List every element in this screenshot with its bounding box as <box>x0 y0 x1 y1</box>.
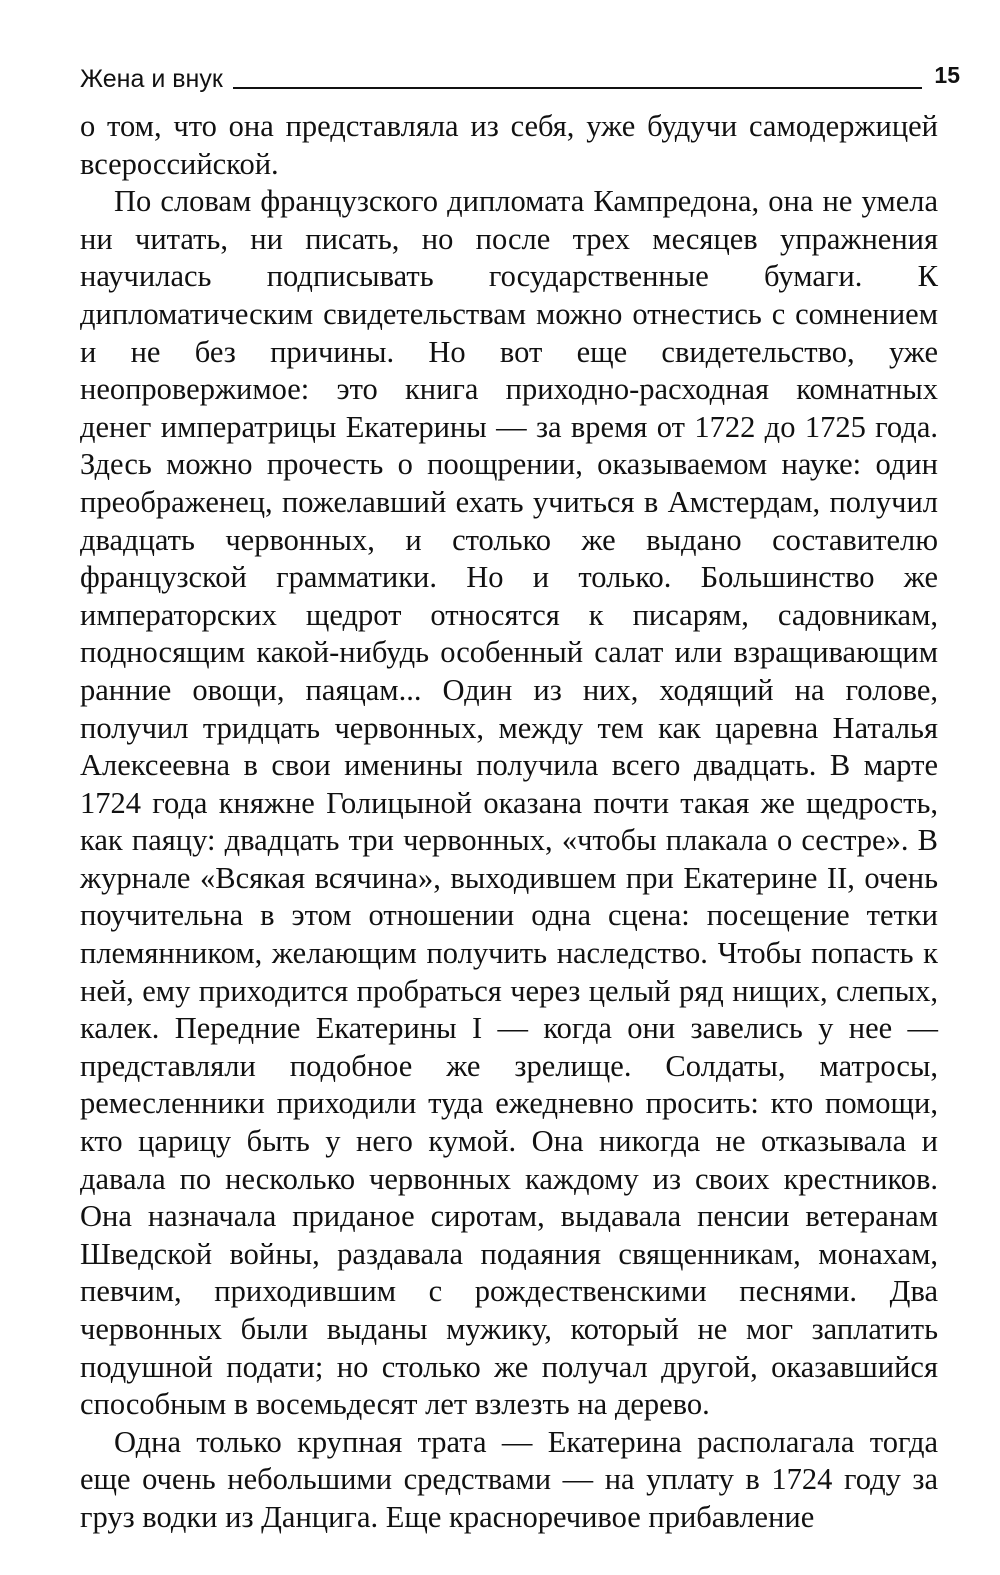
paragraph: По словам французского дипломата Кампредона, она не умела ни читать, ни писать, но после трех месяцев упражнения научилась подписывать государственные бумаги. К дипломатическим свидетельствам можно отнестись с сомнением и не без причины. Но вот еще свидетельство, уже неопровержимое: это книга приходно-расходная комнатных денег императрицы Екатерины — за время от 1722 до 1725 года. Здесь можно прочесть о поощрении, оказываемом науке: один преображенец, пожелавший ехать учиться в Амстердам, получил двадцать червонных, и столько же выдано составителю французской грамматики. Но и только. Большинство же императорских щедрот относятся к писарям, садовникам, подносящим какой-нибудь особенный салат или взращивающим ранние овощи, паяцам... Один из них, ходящий на голове, получил тридцать червонных, между тем как царевна Наталья Алексеевна в свои именины получила всего двадцать. В марте 1724 года княжне Голицыной оказана почти такая же щедрость, как паяцу: двадцать три червонных, «чтобы плакала о сестре». В журнале «Всякая всячина», выходившем при Екатерине II, очень поучительна в этом отношении одна сцена: посещение тетки племянником, желающим получить наследство. Чтобы попасть к ней, ему приходится пробраться через целый ряд нищих, слепых, калек. Передние Екатерины I — когда они завелись у нее — представляли подобное же зрелище. Солдаты, матросы, ремесленники приходили туда ежедневно просить: кто помощи, кто царицу быть у него кумой. Она никогда не отказывала и давала по несколько червонных каждому из своих крестников. Она назначала приданое сиротам, выдавала пенсии ветеранам Шведской войны, раздавала подаяния священникам, монахам, певчим, приходившим с рождественскими песнями. Два червонных были выданы мужику, который не мог заплатить подушной подати; но столько же получал другой, оказавшийся способным в восемьдесят лет взлезть на дерево. <box>80 184 938 1422</box>
paragraph-continued: о том, что она представляла из себя, уже будучи самодержицей всероссийской. <box>80 109 938 181</box>
paragraph: Одна только крупная трата — Екатерина располагала тогда еще очень небольшими средствами — на уплату в 1724 году за груз водки из Данцига. Еще красноречивое прибавление <box>80 1424 938 1534</box>
running-header <box>80 58 960 94</box>
running-title: Жена и внук <box>80 65 223 93</box>
page-number: 15 <box>934 62 960 88</box>
body-text <box>80 108 938 1537</box>
header-rule <box>233 87 923 89</box>
